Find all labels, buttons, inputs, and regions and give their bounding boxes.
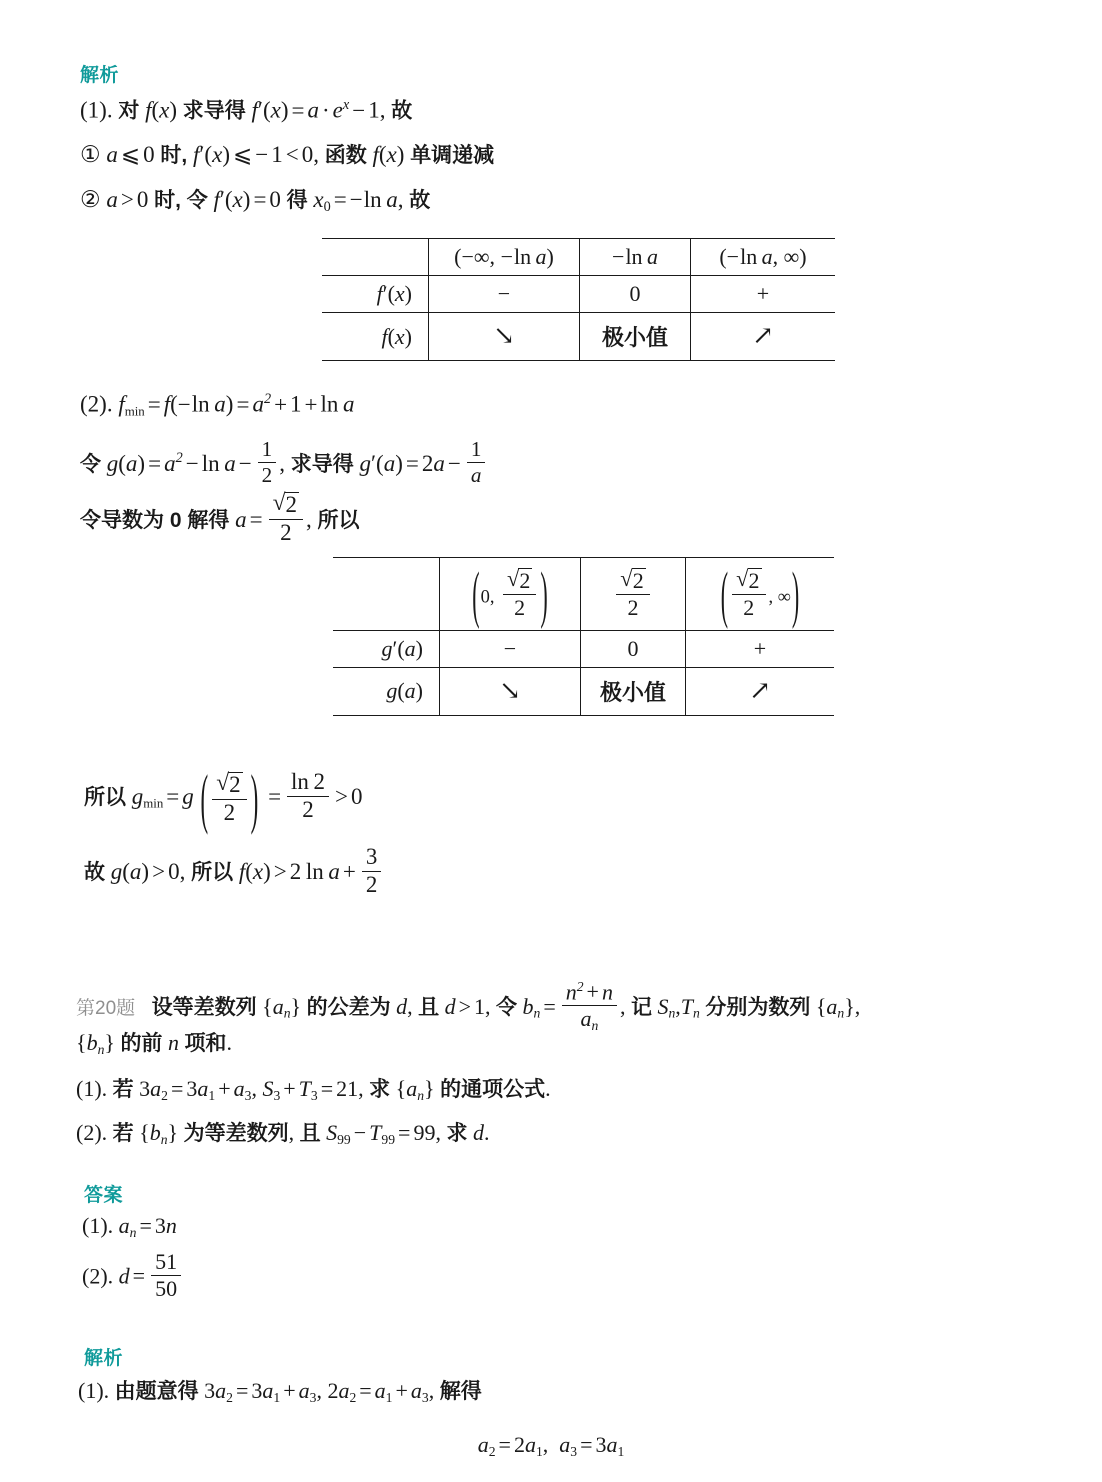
- left-paren: (: [472, 557, 480, 630]
- text-qiu-1: 求: [369, 1078, 391, 1101]
- text-degongchawei: 的公差为: [306, 995, 391, 1019]
- step-label-1: (1).: [80, 97, 113, 123]
- analysis-label: 解析: [80, 65, 120, 86]
- analysis-item-1: (1). 由题意得 $3a_2 = 3a_1 + a_3$, $2a_2 = a_1 + a_3$, 解得: [78, 1378, 482, 1405]
- fraction-one-half: $\frac{1}{2}$: [258, 438, 277, 487]
- table-1-row-0-label: f′(x): [322, 276, 429, 313]
- analysis-label-2: 解析: [84, 1348, 124, 1369]
- table-1-row-0-cell-1: 0: [580, 276, 691, 313]
- text-suoyi-1: 所以: [317, 508, 360, 532]
- solution-line-4: (2). $f_{min} = f(-\ln$ $a) = a^2 + 1 + \ln a$: [80, 391, 355, 419]
- solution-line-5: 令 $g(a) = a^2 - \ln a$ − $\frac{1}{2}$ , 求导得 g′(a) = 2a − $\frac{1}{a}$: [80, 438, 488, 487]
- text-qiudao-2: 求导得: [290, 452, 354, 476]
- answer-item-1: (1). $a_n = 3n$: [82, 1213, 177, 1240]
- table-row: [322, 276, 835, 313]
- text-qiu-2: 求: [446, 1122, 468, 1145]
- table-row: [322, 313, 835, 361]
- text-ling-2: 令: [80, 452, 101, 476]
- table-2-header-col-1: (0, √ $\frac{2}{2}$ ): [440, 558, 581, 631]
- arrow-down-icon: ↘: [499, 675, 521, 705]
- section-heading-analysis-1: [80, 60, 119, 87]
- step-label-2: (2).: [80, 391, 113, 417]
- text-ruo-2: 若: [112, 1122, 134, 1145]
- text-jiede: 解得: [439, 1380, 482, 1403]
- text-de-1: 得: [286, 189, 308, 212]
- text-ling-3: 令: [496, 995, 517, 1019]
- text-hanshu: 函数: [324, 144, 367, 167]
- fraction-51-over-50: $\frac{51}{50}$: [151, 1250, 181, 1301]
- table-2-header-col-0: [333, 558, 440, 631]
- section-heading-analysis-2: [84, 1343, 123, 1370]
- left-paren: (: [720, 557, 729, 630]
- table-2-row-0-cell-2: +: [686, 630, 835, 667]
- solution-line-7: 所以 $g_{min} = g$ ( √ $\frac{2}{2}$ ) = $\frac{\ln 2}{2}$ > 0: [84, 770, 363, 826]
- solution-line-8: 故 g(a) > 0, 所以 f(x) > 2 ln a + $\frac{3}{2}$: [84, 845, 384, 898]
- text-qie: 且: [418, 995, 440, 1019]
- table-1-header-col-1: (−∞, −ln a): [429, 239, 580, 276]
- text-deqian: 的前: [120, 1032, 163, 1055]
- section-heading-answer: [84, 1180, 123, 1207]
- text-lingdaoshu: 令导数为 0 解得: [80, 508, 230, 532]
- solution-line-2: ① a ⩽ 0 时, f′(x) ⩽ − 1 < 0, 函数 f(x) 单调递减: [80, 142, 495, 167]
- arrow-down-icon: ↘: [493, 321, 515, 350]
- arrow-up-icon: ↗: [752, 321, 774, 350]
- text-suoyi-2: 所以: [84, 785, 126, 809]
- table-row: [333, 558, 834, 631]
- table-2-row-0-cell-1: 0: [581, 630, 686, 667]
- answer-label: 答案: [84, 1185, 124, 1206]
- answer-item-2: (2). d = $\frac{51}{50}$: [82, 1250, 184, 1301]
- fraction-one-over-a: $\frac{1}{a}$: [467, 438, 486, 487]
- sqrt-icon: √ 2: [273, 492, 299, 518]
- arrow-up-icon: ↗: [749, 675, 771, 705]
- text-qiudao: 求导得: [182, 99, 246, 123]
- right-paren: ): [791, 557, 800, 630]
- text-xianghe: 项和: [184, 1032, 227, 1055]
- text-gu-2: 故: [409, 189, 431, 212]
- table-1-row-1-cell-1: 极小值: [580, 313, 691, 361]
- text-ji: 记: [630, 995, 652, 1019]
- text-youtiyide: 由题意得: [114, 1380, 199, 1403]
- table-1-row-1-label: f(x): [322, 313, 429, 361]
- table-2-row-1-cell-0: [440, 667, 581, 715]
- text-weidengchashulie: 为等差数列: [183, 1122, 289, 1145]
- table-1-row-1-cell-2: [691, 313, 836, 361]
- text-shi-1: 时,: [160, 144, 188, 167]
- variation-table-2: [333, 557, 834, 716]
- table-row: [333, 630, 834, 667]
- left-paren: (: [200, 762, 209, 836]
- solution-line-3: ② a > 0 时, 令 f′(x) = 0 得 $x_0 = -\ln$ a, 故: [80, 187, 431, 215]
- text-suoyi-3: 所以: [191, 860, 234, 884]
- variation-table-1: [322, 238, 835, 361]
- problem-20-statement-line-2: $\{b_n\}$ 的前 n 项和.: [76, 1030, 232, 1057]
- table-2-header-col-3: ( √ $\frac{2}{2}$ , ∞): [686, 558, 835, 631]
- table-1-row-1-cell-0: [429, 313, 580, 361]
- problem-20-sub-2: (2). 若 $\{b_n\}$ 为等差数列, 且 $S_{99} - T_{99} = 99$, 求 d.: [76, 1120, 490, 1147]
- right-paren: ): [250, 762, 259, 836]
- fraction-three-halves: $\frac{3}{2}$: [362, 845, 382, 898]
- text-shedengchashulie: 设等差数列: [151, 995, 257, 1019]
- fraction-sqrt2-over-2: √ $\frac{2}{2}$: [269, 492, 303, 546]
- text-dandiaodijian: 单调递减: [410, 144, 495, 167]
- table-row: [333, 667, 834, 715]
- circled-one-icon: ①: [80, 142, 101, 167]
- table-2-row-0-label: g′(a): [333, 630, 440, 667]
- text-dui: 对: [118, 99, 140, 123]
- table-1-row-0-cell-0: −: [429, 276, 580, 313]
- table-1: [322, 238, 835, 361]
- table-1-header-col-0: [322, 239, 429, 276]
- table-1-row-0-cell-2: +: [691, 276, 836, 313]
- table-2: [333, 557, 834, 716]
- solution-line-6: 令导数为 0 解得 a = √ $\frac{2}{2}$ , 所以: [80, 492, 360, 546]
- table-1-header-col-2: −ln a: [580, 239, 691, 276]
- table-2-row-1-label: g(a): [333, 667, 440, 715]
- analysis-centered-equation: $a_2 = 2a_1$, $a_3 = 3a_1$: [477, 1432, 625, 1459]
- table-2-row-1-cell-1: 极小值: [581, 667, 686, 715]
- table-row: [322, 239, 835, 276]
- text-shi-2: 时,: [154, 189, 181, 212]
- table-2-row-1-cell-2: [686, 667, 835, 715]
- text-tongxianggongshi: 的通项公式: [440, 1078, 546, 1101]
- problem-number-label: 第20题: [76, 997, 136, 1019]
- circled-two-icon: ②: [80, 187, 101, 212]
- fraction-bn: $\frac{n^2 + n}{a_n}$: [562, 980, 617, 1034]
- right-paren: ): [540, 557, 548, 630]
- problem-20-sub-1: (1). 若 $3a_2 = 3a_1 + a_3$, $S_3 + T_3 = 21$, 求 $\{a_n\}$ 的通项公式.: [76, 1076, 551, 1103]
- fraction-ln2-over-2: $\frac{\ln 2}{2}$: [287, 770, 329, 823]
- table-2-header-col-2: √ $\frac{2}{2}$: [581, 558, 686, 631]
- table-2-row-0-cell-0: −: [440, 630, 581, 667]
- problem-20-statement-line-1: 第20题 设等差数列 $\{a_n\}$ 的公差为 d, 且 d > 1, 令 $b_n$ = $\frac{n^2 + n}{a_n}$ , 记 $S_n,T_n$ 分别为数列 $\{a_n\}$,: [76, 979, 861, 1033]
- solution-line-1: (1). 对 f(x) 求导得 $f'(x) = a \cdot e^x - 1$, 故: [80, 97, 413, 123]
- text-qie-2: 且: [299, 1122, 321, 1145]
- text-gu-1: 故: [391, 99, 413, 123]
- text-gu-3: 故: [84, 860, 105, 884]
- table-1-header-col-3: (−ln a, ∞): [691, 239, 836, 276]
- text-fenbiewei: 分别为数列: [705, 995, 811, 1019]
- text-ling-1: 令: [186, 189, 208, 212]
- text-ruo-1: 若: [112, 1078, 134, 1101]
